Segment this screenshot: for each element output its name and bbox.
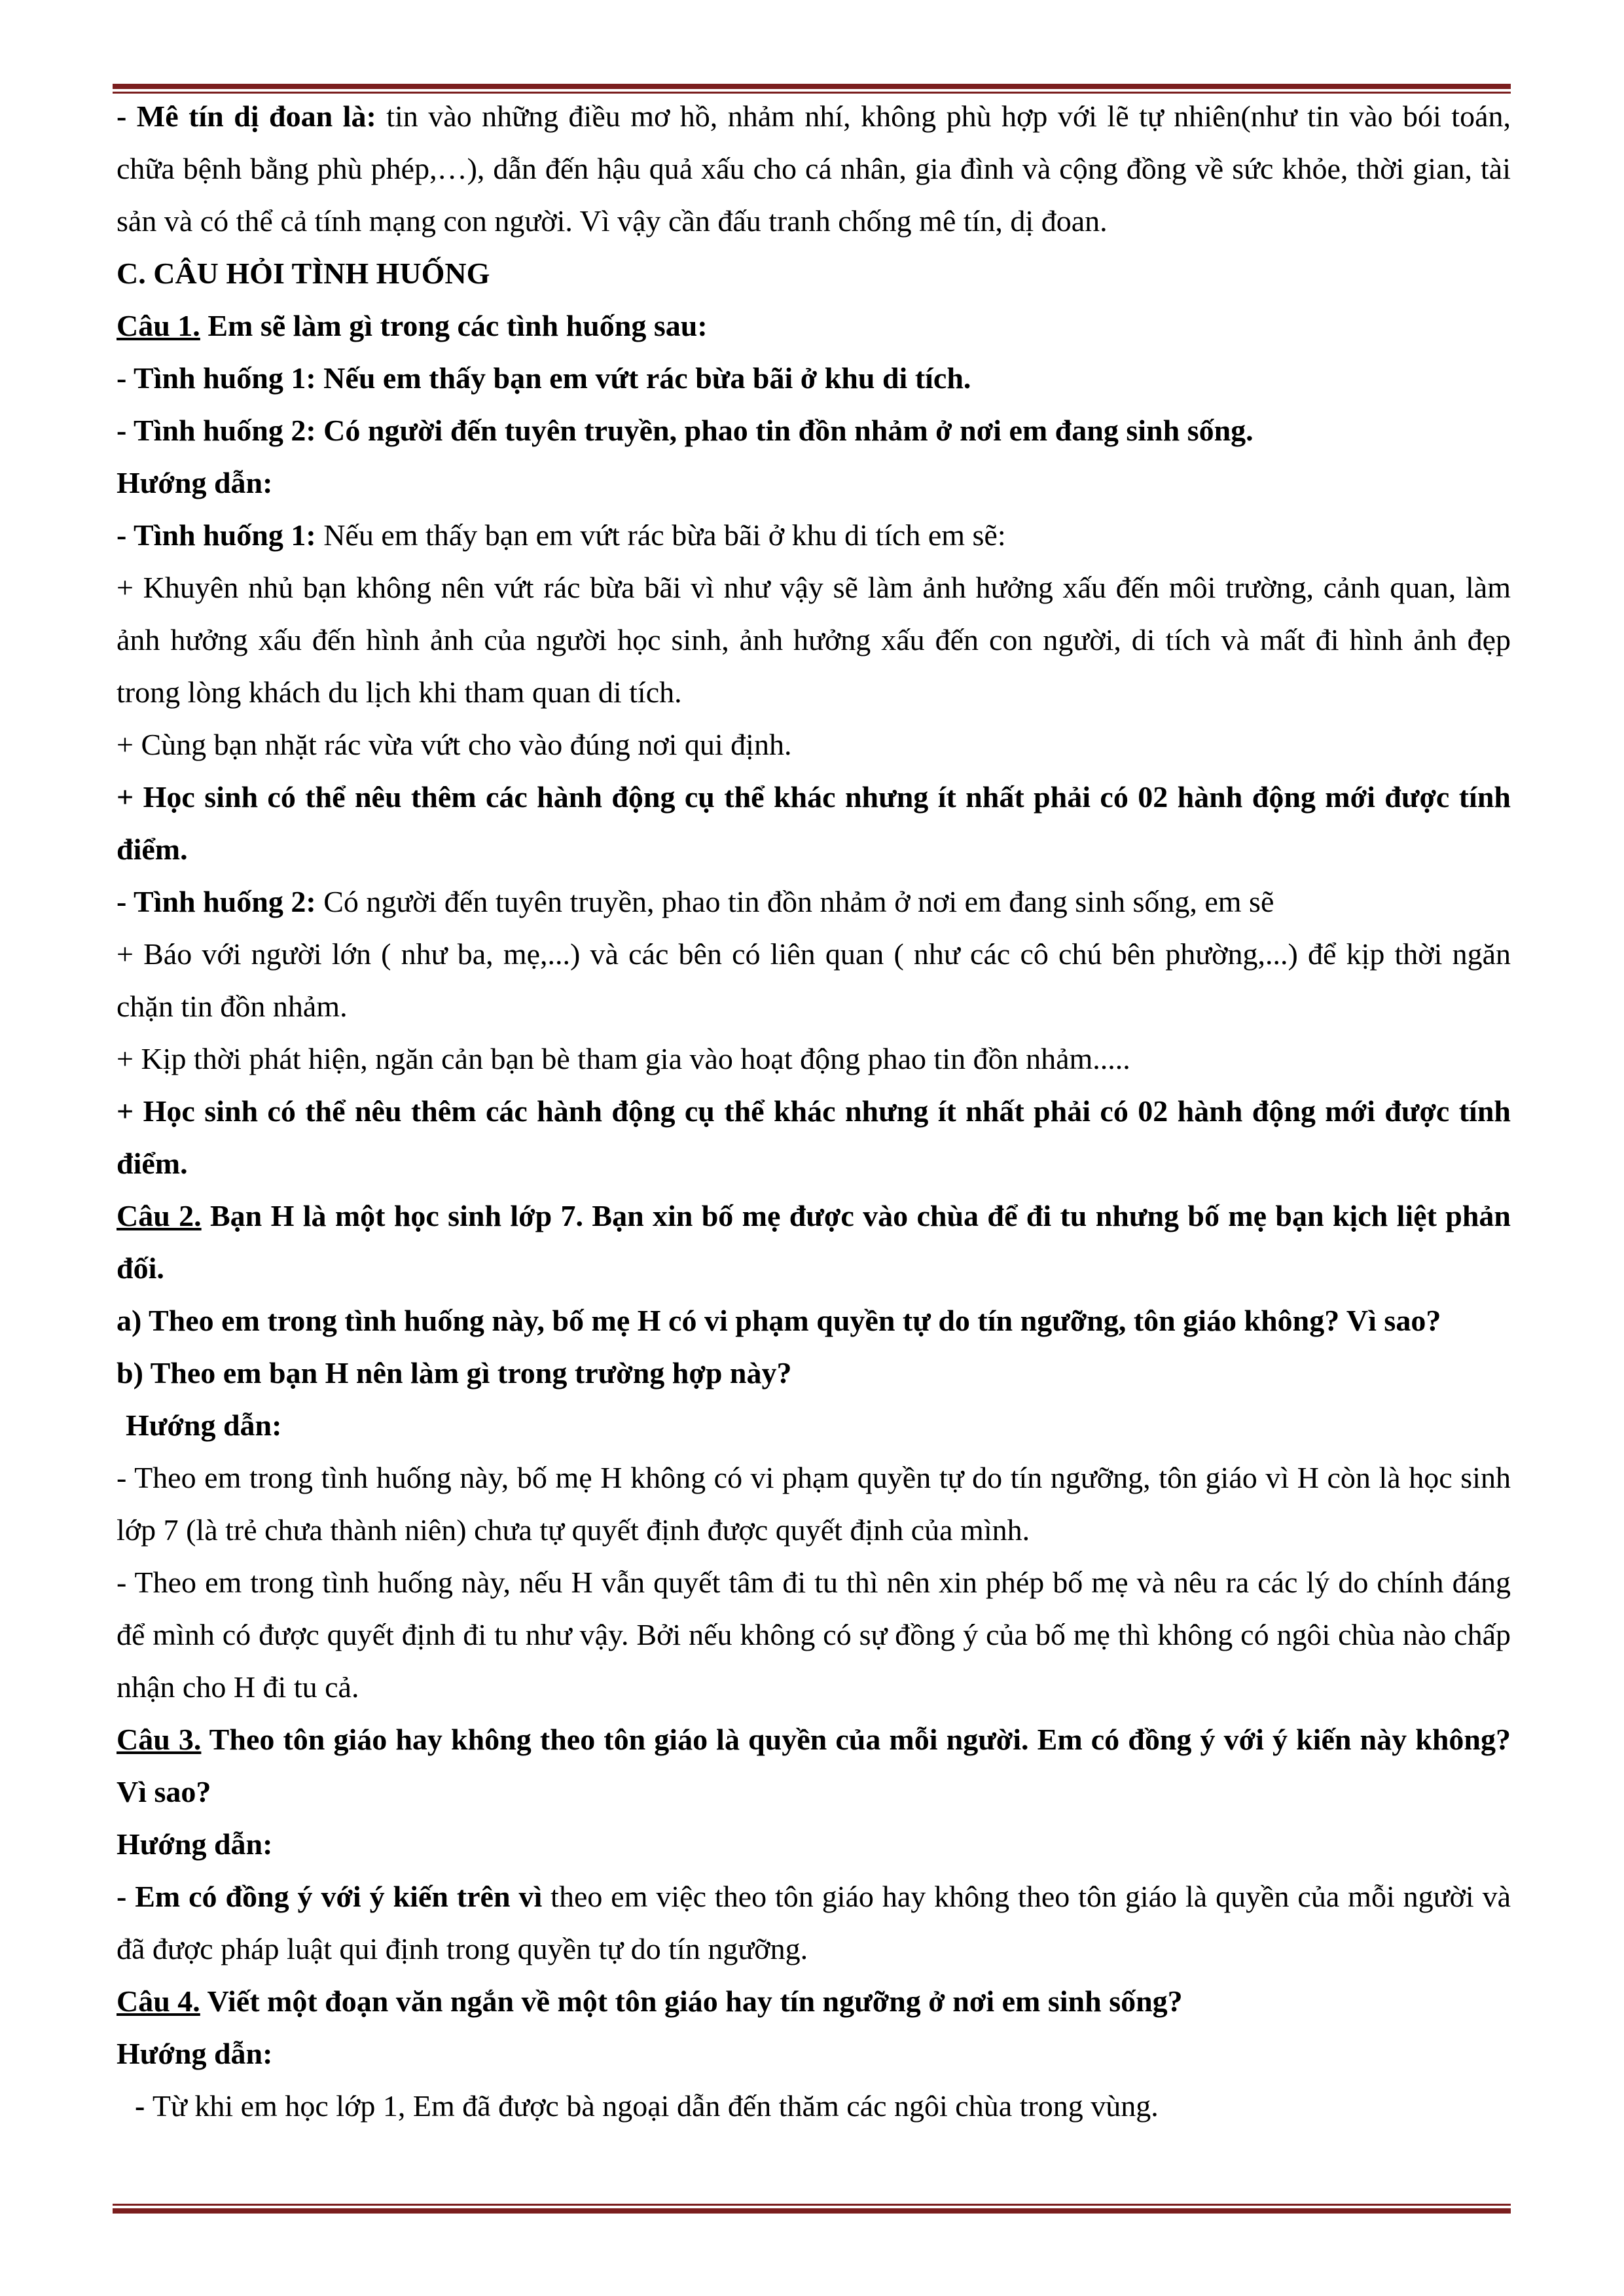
definition-term: - Mê tín dị đoan là:: [117, 99, 376, 133]
definition-text: tin vào những điều mơ hồ, nhảm nhí, không phù hợp với lẽ tự nhiên(như tin vào bói toán, chữa bệnh bằng phù phép,…), dẫn đến hậu quả xấu cho cá nhân, gia đình và cộng đồng về sức khỏe, thời gian, tài sản và có thể cả tính mạng con người. Vì vậy cần đấu tranh chống mê tín, dị đoan.: [117, 99, 1511, 238]
question-3: [117, 1713, 1511, 1818]
superstition-definition: [117, 90, 1511, 247]
answer-4-lead: -: [135, 2089, 153, 2123]
answer-point: + Báo với người lớn ( như ba, mẹ,...) và các bên có liên quan ( như các cô chú bên phường,...) để kịp thời ngăn chặn tin đồn nhảm.: [117, 937, 1511, 1023]
question-3-label: Câu 3.: [117, 1723, 202, 1756]
situation-1: - Tình huống 1: Nếu em thấy bạn em vứt rác bừa bãi ở khu di tích.: [117, 361, 971, 395]
guide-heading: Hướng dẫn:: [117, 2037, 273, 2070]
page-body: [117, 90, 1511, 2132]
answer-3-text: theo em việc theo tôn giáo hay không theo tôn giáo là quyền của mỗi người và đã được pháp luật qui định trong quyền tự do tín ngưỡng.: [117, 1880, 1511, 1965]
answer-point: + Kịp thời phát hiện, ngăn cản bạn bè tham gia vào hoạt động phao tin đồn nhảm.....: [117, 1042, 1130, 1075]
answer-situation-1-lead: - Tình huống 1:: [117, 518, 316, 552]
question-4: [117, 1975, 1511, 2028]
answer-3-lead: - Em có đồng ý với ý kiến trên vì: [117, 1880, 543, 1913]
situation-2: - Tình huống 2: Có người đến tuyên truyền, phao tin đồn nhảm ở nơi em đang sinh sống.: [117, 414, 1254, 447]
question-1-label: Câu 1.: [117, 309, 200, 342]
guide-heading: Hướng dẫn:: [117, 466, 273, 499]
answer-4: [117, 2080, 1511, 2132]
question-1-text: Em sẽ làm gì trong các tình huống sau:: [200, 309, 708, 342]
answer-4-text: Từ khi em học lớp 1, Em đã được bà ngoại dẫn đến thăm các ngôi chùa trong vùng.: [152, 2089, 1159, 2123]
answer-situation-2-text: Có người đến tuyên truyền, phao tin đồn nhảm ở nơi em đang sinh sống, em sẽ: [316, 885, 1274, 918]
answer-situation-1-text: Nếu em thấy bạn em vứt rác bừa bãi ở khu di tích em sẽ:: [316, 518, 1006, 552]
question-2-text: Bạn H là một học sinh lớp 7. Bạn xin bố mẹ được vào chùa để đi tu nhưng bố mẹ bạn kịch liệt phản đối.: [117, 1199, 1511, 1285]
guide-heading: Hướng dẫn:: [126, 1408, 282, 1442]
section-heading-c: C. CÂU HỎI TÌNH HUỐNG: [117, 257, 490, 290]
answer-point: + Cùng bạn nhặt rác vừa vứt cho vào đúng nơi qui định.: [117, 728, 792, 761]
question-2-label: Câu 2.: [117, 1199, 202, 1232]
scoring-note: + Học sinh có thể nêu thêm các hành động cụ thể khác nhưng ít nhất phải có 02 hành động mới được tính điểm.: [117, 1094, 1511, 1180]
scoring-note: + Học sinh có thể nêu thêm các hành động cụ thể khác nhưng ít nhất phải có 02 hành động mới được tính điểm.: [117, 780, 1511, 866]
answer-2a: - Theo em trong tình huống này, bố mẹ H không có vi phạm quyền tự do tín ngưỡng, tôn giáo vì H còn là học sinh lớp 7 (là trẻ chưa thành niên) chưa tự quyết định được quyết định của mình.: [117, 1461, 1511, 1547]
bottom-border-rule: [113, 2204, 1511, 2214]
question-4-text: Viết một đoạn văn ngắn về một tôn giáo hay tín ngưỡng ở nơi em sinh sống?: [200, 1984, 1183, 2018]
question-2: [117, 1190, 1511, 1295]
question-1: [117, 300, 1511, 352]
question-2-part-a: a) Theo em trong tình huống này, bố mẹ H có vi phạm quyền tự do tín ngưỡng, tôn giáo không? Vì sao?: [117, 1304, 1441, 1337]
answer-situation-2-lead: - Tình huống 2:: [117, 885, 316, 918]
guide-heading: Hướng dẫn:: [117, 1827, 273, 1861]
answer-3: [117, 1871, 1511, 1975]
answer-point: + Khuyên nhủ bạn không nên vứt rác bừa bãi vì như vậy sẽ làm ảnh hưởng xấu đến môi trường, cảnh quan, làm ảnh hưởng xấu đến hình ảnh của người học sinh, ảnh hưởng xấu đến con người, di tích và mất đi hình ảnh đẹp trong lòng khách du lịch khi tham quan di tích.: [117, 571, 1511, 709]
answer-2b: - Theo em trong tình huống này, nếu H vẫn quyết tâm đi tu thì nên xin phép bố mẹ và nêu ra các lý do chính đáng để mình có được quyết định đi tu như vậy. Bởi nếu không có sự đồng ý của bố mẹ thì không có ngôi chùa nào chấp nhận cho H đi tu cả.: [117, 1566, 1511, 1704]
answer-situation-1: [117, 509, 1511, 562]
answer-situation-2: [117, 876, 1511, 928]
question-2-part-b: b) Theo em bạn H nên làm gì trong trường hợp này?: [117, 1356, 792, 1390]
question-3-text: Theo tôn giáo hay không theo tôn giáo là quyền của mỗi người. Em có đồng ý với ý kiến này không? Vì sao?: [117, 1723, 1511, 1808]
question-4-label: Câu 4.: [117, 1984, 200, 2018]
